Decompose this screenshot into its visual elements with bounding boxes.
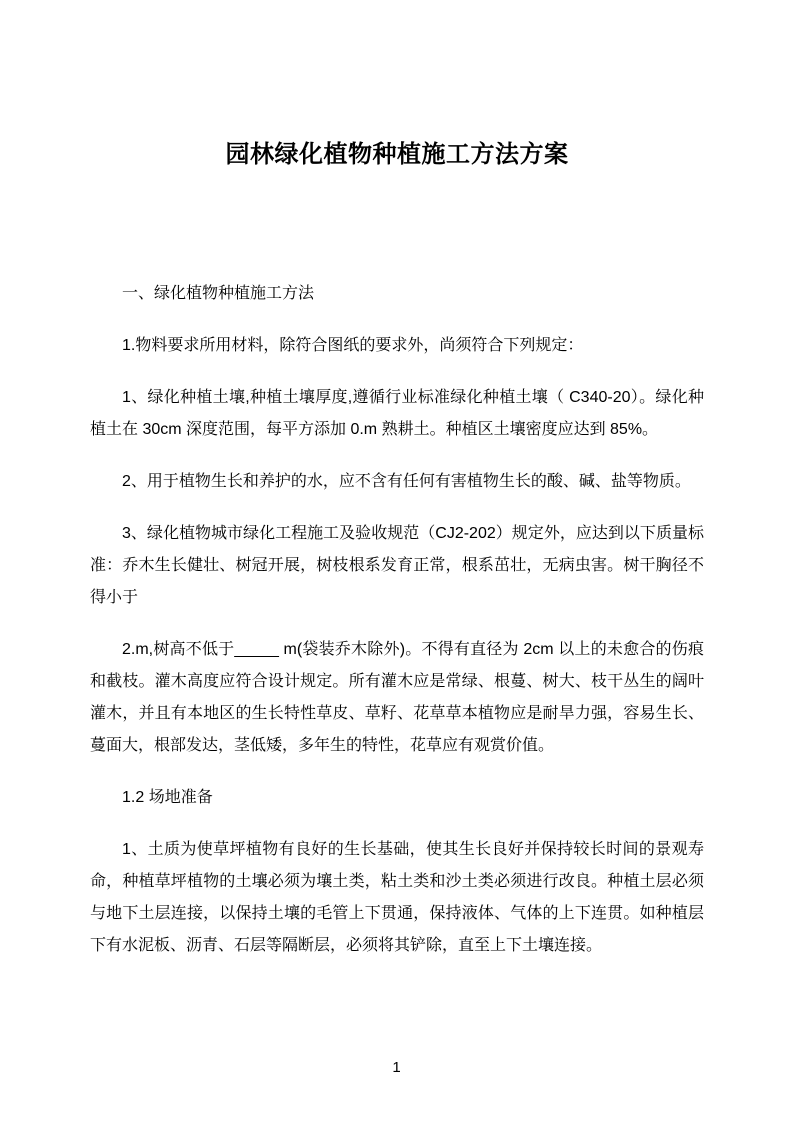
paragraph-tree-specs: 2.m,树高不低于_____ m(袋装乔木除外)。不得有直径为 2cm 以上的未愈合的伤痕和截枝。灌木高度应符合设计规定。所有灌木应是常绿、根蔓、树大、枝干丛生的阔叶灌木，并且有本地区的生长特性草皮、草籽、花草草本植物应是耐旱力强，容易生长、蔓面大，根部发达，茎低矮，多年生的特性，花草应有观赏价值。 bbox=[90, 641, 704, 754]
document-title: 园林绿化植物种植施工方法方案 bbox=[225, 141, 569, 168]
document-body bbox=[90, 278, 704, 962]
section-heading-site-preparation: 1.2 场地准备 bbox=[122, 789, 213, 806]
paragraph-quality-standard: 3、绿化植物城市绿化工程施工及验收规范（CJ2-202）规定外，应达到以下质量标准：乔木生长健壮、树冠开展，树枝根系发育正常，根系茁壮，无病虫害。树干胸径不得小于 bbox=[90, 525, 704, 606]
page-number: 1 bbox=[392, 1059, 401, 1076]
paragraph-water-quality: 2、用于植物生长和养护的水，应不含有任何有害植物生长的酸、碱、盐等物质。 bbox=[122, 473, 691, 490]
paragraph-soil-preparation: 1、土质为使草坪植物有良好的生长基础，使其生长良好并保持较长时间的景观寿命，种植草坪植物的土壤必须为壤土类，粘土类和沙土类必须进行改良。种植土层必须与地下土层连接，以保持土壤的毛管上下贯通，保持液体、气体的上下连贯。如种植层下有水泥板、沥青、石层等隔断层，必须将其铲除，直至上下土壤连接。 bbox=[90, 841, 704, 954]
paragraph-planting-soil: 1、绿化种植土壤,种植土壤厚度,遵循行业标准绿化种植土壤（ C340-20）。绿化种植土在 30cm 深度范围，每平方添加 0.m 熟耕土。种植区土壤密度应达到 85%。 bbox=[90, 389, 704, 438]
section-heading-planting-method: 一、绿化植物种植施工方法 bbox=[122, 285, 315, 302]
paragraph-material-requirements: 1.物料要求所用材料，除符合图纸的要求外，尚须符合下列规定： bbox=[122, 337, 584, 354]
